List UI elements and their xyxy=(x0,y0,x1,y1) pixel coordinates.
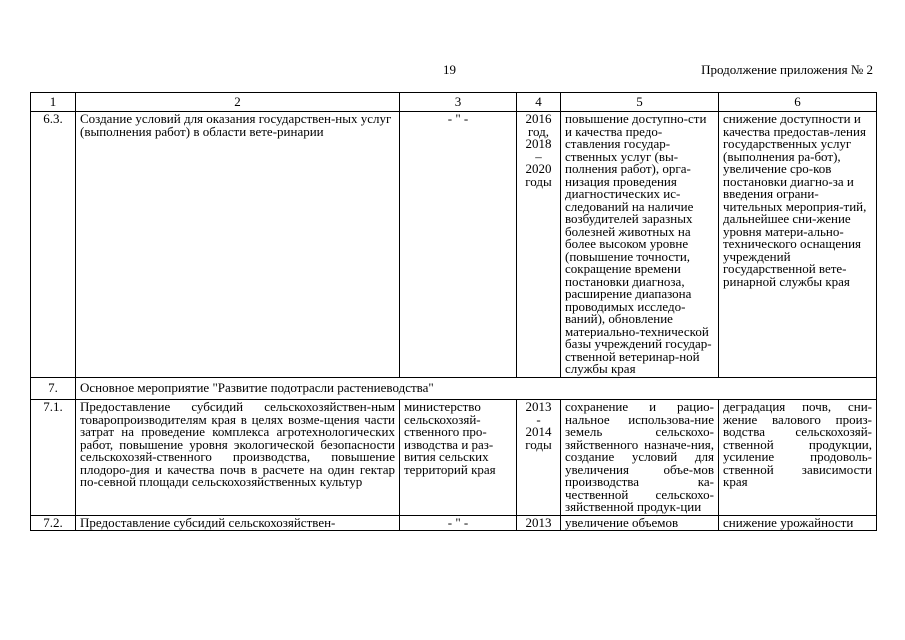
table-header-row xyxy=(31,93,877,112)
expected-result: сохранение и рацио-нальное использова-ние земель сельскохо-зяйственного назначе-ния, создание условий для увеличения объе-мов производства ка-чественной сельскохо-зяйственной продук-ции xyxy=(561,400,719,516)
term-line: – xyxy=(535,148,542,164)
table-row xyxy=(31,400,877,516)
section-row xyxy=(31,377,877,400)
term xyxy=(517,112,561,378)
row-number: 7.1. xyxy=(31,400,76,516)
row-number: 7. xyxy=(31,377,76,400)
term xyxy=(517,515,561,531)
consequence: снижение урожайности xyxy=(719,515,877,531)
measure-name: Предоставление субсидий сельскохозяйствен- xyxy=(76,515,400,531)
page-number: 19 xyxy=(443,62,456,77)
column-header: 2 xyxy=(76,93,400,112)
section-title: Основное мероприятие "Развитие подотрасли растениеводства" xyxy=(76,377,877,400)
continuation-caption: Продолжение приложения № 2 xyxy=(701,62,873,77)
executor: - " - xyxy=(400,112,517,378)
measure-name: Предоставление субсидий сельскохозяйствен-ным товаропроизводителям края в целях возме-щения части затрат на проведение комплекса агротехнологических работ, повышение уровня экологической безопасности сельскохозяй-ственного производства, повышение плодоро-дия и качества почв в расчете на один гектар по-севной площади сельскохозяйственных культур xyxy=(76,400,400,516)
executor: - " - xyxy=(400,515,517,531)
term-line: годы xyxy=(525,436,552,452)
column-header: 3 xyxy=(400,93,517,112)
term-line: 2018 xyxy=(525,136,552,151)
appendix-table xyxy=(30,92,877,531)
column-header: 5 xyxy=(561,93,719,112)
term-line: - xyxy=(536,411,541,427)
consequence: деградация почв, сни-жение валового произ-водства сельскохозяй-ственной продукции, усиление продоволь-ственной зависимости края xyxy=(719,400,877,516)
term xyxy=(517,400,561,516)
row-number: 6.3. xyxy=(31,112,76,378)
term-line: 2016 xyxy=(525,111,552,126)
table-row xyxy=(31,112,877,378)
expected-result: увеличение объемов xyxy=(561,515,719,531)
consequence: снижение доступности и качества предостав-ления государственных услуг (выполнения ра-бот), увеличение сро-ков постановки диагно-за и введения ограни-чительных мероприя-тий, дальнейшее сни-жение уровня матери-ально-технического оснащения учреждений государственной вете-ринарной службы края xyxy=(719,112,877,378)
table-row xyxy=(31,515,877,531)
row-number: 7.2. xyxy=(31,515,76,531)
column-header: 1 xyxy=(31,93,76,112)
executor: министерство сельскохозяй-ственного про-изводства и раз-вития сельских территорий края xyxy=(400,400,517,516)
column-header: 4 xyxy=(517,93,561,112)
term-line: 2014 xyxy=(525,424,552,439)
measure-name: Создание условий для оказания государствен-ных услуг (выполнения работ) в области вете-ринарии xyxy=(76,112,400,378)
term-line: год, xyxy=(528,123,549,139)
expected-result: повышение доступно-сти и качества предо-ставления государ-ственных услуг (вы-полнения работ), орга-низация проведения диагностических ис-следований на наличие возбудителей заразных болезней животных на более высоком уровне (повышение точности, сокращение времени постановки диагноза, расширение диапазона проводимых исследо-ваний), обновление материально-технической базы учреждений государ-ственной ветеринар-ной службы края xyxy=(561,112,719,378)
term-line: годы xyxy=(525,173,552,189)
term-line: 2013 xyxy=(525,399,552,414)
term-line: 2013 xyxy=(525,514,552,530)
term-line: 2020 xyxy=(525,161,552,176)
column-header: 6 xyxy=(719,93,877,112)
